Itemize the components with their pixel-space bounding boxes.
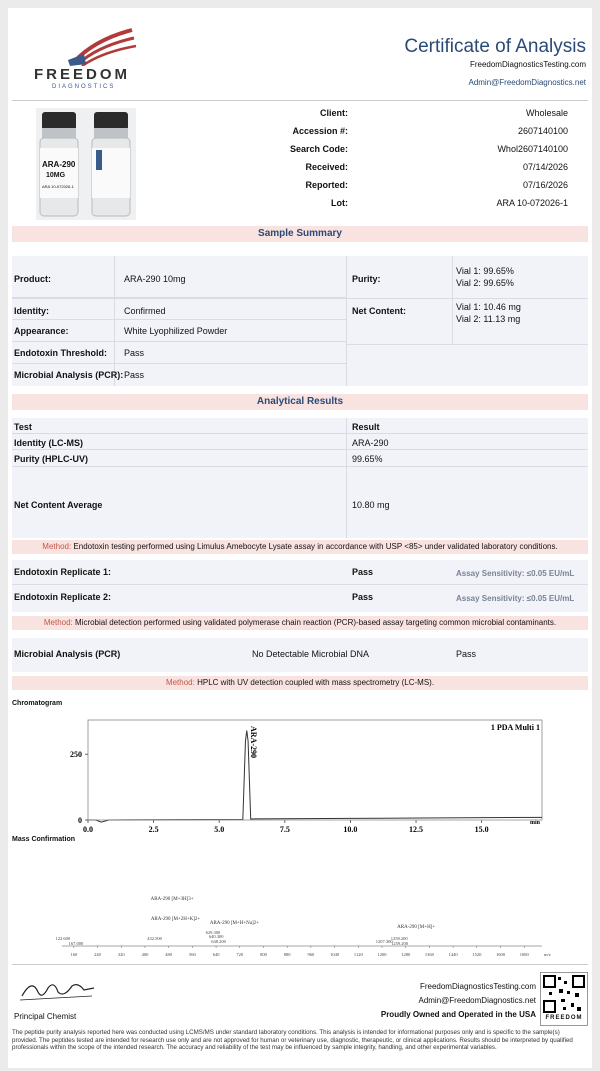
mass-confirmation-title: Mass Confirmation bbox=[12, 836, 76, 843]
appearance-value: White Lyophilized Powder bbox=[124, 326, 228, 336]
accession-row: Accession #: 2607140100 bbox=[292, 126, 568, 136]
analytical-results-table bbox=[12, 418, 588, 538]
col-test-header: Test bbox=[14, 422, 32, 432]
purity-vial-2: Vial 2: 99.65% bbox=[456, 278, 514, 288]
identity-test-result: ARA-290 bbox=[352, 438, 389, 448]
mass-x-tick-label: 240 bbox=[94, 952, 101, 957]
product-label: Product: bbox=[14, 274, 51, 284]
reported-row: Reported: 07/16/2026 bbox=[305, 180, 568, 190]
brand-subtitle: DIAGNOSTICS bbox=[52, 84, 116, 90]
x-tick-label: 2.5 bbox=[148, 825, 159, 834]
mass-x-tick-label: 1440 bbox=[448, 952, 458, 957]
mass-annotation: ARA-290 [M+3H]3+ bbox=[150, 897, 194, 902]
mass-annotation: ARA-290 [M+H+Na]2+ bbox=[209, 921, 260, 926]
purity-vial-1: Vial 1: 99.65% bbox=[456, 266, 514, 276]
mass-peak-label: 629.300 bbox=[205, 930, 221, 935]
x-tick-label: 12.5 bbox=[409, 825, 424, 834]
net-content-label: Net Content: bbox=[352, 306, 406, 316]
endotoxin-replicate-2-label: Endotoxin Replicate 2: bbox=[14, 592, 112, 602]
qr-code-icon bbox=[541, 973, 587, 1015]
identity-test-name: Identity (LC-MS) bbox=[14, 438, 83, 448]
disclaimer: The peptide purity analysis reported here was conducted using LCMS/MS under standard laboratory conditions. This analysis is intended for informational purposes only and is specific to the sample(s) provided. The peptides tested are intended for research use only and are not approved for human or veterinary use, diagnostic, therapeutic, or clinical applications. Results should be interpreted by qualified professionals within the scope of the intended research. The accuracy and reliability of the test may be influenced by sample integrity, handling, and other experimental variables. bbox=[12, 1029, 573, 1052]
col-result-header: Result bbox=[352, 422, 380, 432]
received-row: Received: 07/14/2026 bbox=[305, 162, 568, 172]
hplc-method: Method: HPLC with UV detection coupled with mass spectrometry (LC-MS). bbox=[12, 676, 588, 690]
mass-x-tick-label: 1680 bbox=[519, 952, 529, 957]
mass-x-tick-label: 160 bbox=[70, 952, 78, 957]
mass-x-tick-label: 720 bbox=[236, 952, 244, 957]
mass-x-tick-label: 880 bbox=[283, 952, 291, 957]
client-info bbox=[238, 108, 578, 216]
product-value: ARA-290 10mg bbox=[124, 274, 186, 284]
signature bbox=[18, 974, 98, 1004]
certificate-page bbox=[8, 8, 592, 1068]
vial-label-lot: ARA 10-072026-1 bbox=[42, 184, 74, 189]
chromatogram-frame bbox=[88, 720, 542, 820]
mass-peak-label: 640.300 bbox=[208, 934, 224, 939]
microbial-summary-value: Pass bbox=[124, 370, 145, 380]
mass-peak-label: 1207.300 bbox=[375, 939, 393, 944]
chromatogram-title: Chromatogram bbox=[12, 700, 63, 707]
purity-label: Purity: bbox=[352, 274, 381, 284]
peak-label: ARA-290 bbox=[248, 726, 258, 758]
mass-x-tick-label: 1600 bbox=[496, 952, 506, 957]
endotoxin-replicate-1-label: Endotoxin Replicate 1: bbox=[14, 567, 112, 577]
appearance-label: Appearance: bbox=[14, 326, 69, 336]
mass-x-tick-label: 640 bbox=[212, 952, 220, 957]
mass-x-tick-label: 400 bbox=[141, 952, 149, 957]
footer-website[interactable]: FreedomDiagnosticsTesting.com bbox=[419, 982, 536, 991]
qr-code[interactable] bbox=[540, 972, 588, 1026]
endotoxin-replicate-1-sensitivity: Assay Sensitivity: ≤0.05 EU/mL bbox=[456, 569, 575, 578]
endotoxin-method: Method: Endotoxin testing performed using Limulus Amebocyte Lysate assay in accordance with USP <85> under validated laboratory conditions. bbox=[12, 540, 588, 554]
sample-summary-heading: Sample Summary bbox=[12, 226, 588, 242]
mass-x-tick-label: 1520 bbox=[472, 952, 482, 957]
mass-spectrum-chart bbox=[12, 848, 588, 958]
y-tick-label: 0 bbox=[78, 816, 82, 825]
header-website[interactable]: FreedomDiagnosticsTesting.com bbox=[469, 60, 586, 69]
mass-x-tick-label: 800 bbox=[260, 952, 267, 957]
chart-legend: 1 PDA Multi 1 bbox=[490, 723, 540, 732]
mass-x-tick-label: 1280 bbox=[401, 952, 411, 957]
brand-logo bbox=[34, 26, 144, 90]
signer-title: Principal Chemist bbox=[14, 1012, 77, 1021]
mass-x-unit: m/z bbox=[544, 952, 551, 957]
mass-x-tick-label: 1040 bbox=[330, 952, 340, 957]
mass-peak-label: 1259.200 bbox=[391, 941, 408, 946]
microbial-finding: No Detectable Microbial DNA bbox=[252, 649, 370, 659]
qr-label: FREEDOM bbox=[545, 1015, 583, 1021]
signature-icon bbox=[18, 974, 98, 1004]
x-tick-label: 7.5 bbox=[279, 825, 290, 834]
microbial-label: Microbial Analysis (PCR) bbox=[14, 649, 121, 659]
purity-test-result: 99.65% bbox=[352, 454, 383, 464]
net-content-vial-1: Vial 1: 10.46 mg bbox=[456, 302, 521, 312]
vial-photo bbox=[36, 108, 136, 220]
mass-peak-label: 122.600 bbox=[55, 936, 71, 941]
mass-peak-label: 648.200 bbox=[211, 939, 226, 944]
x-unit-label: min bbox=[529, 820, 540, 826]
endotoxin-replicate-2-sensitivity: Assay Sensitivity: ≤0.05 EU/mL bbox=[456, 594, 575, 603]
vial-label-dose: 10MG bbox=[46, 172, 66, 179]
x-tick-label: 15.0 bbox=[474, 825, 489, 834]
page-title: Certificate of Analysis bbox=[404, 36, 586, 57]
purity-test-name: Purity (HPLC-UV) bbox=[14, 454, 88, 464]
net-content-test-name: Net Content Average bbox=[14, 500, 103, 510]
analytical-results-heading: Analytical Results bbox=[12, 394, 588, 410]
footer-email[interactable]: Admin@FreedomDiagnostics.net bbox=[418, 996, 536, 1005]
mass-x-tick-label: 480 bbox=[165, 952, 173, 957]
mass-peak-label: 432.500 bbox=[147, 936, 162, 941]
microbial-summary-label: Microbial Analysis (PCR): bbox=[14, 370, 124, 380]
endotoxin-replicate-1-result: Pass bbox=[352, 567, 374, 577]
mass-x-tick-label: 1120 bbox=[353, 952, 363, 957]
endotoxin-threshold-value: Pass bbox=[124, 348, 145, 358]
microbial-result: Pass bbox=[456, 649, 477, 659]
brand-name: FREEDOM bbox=[34, 66, 130, 83]
mass-x-tick-label: 960 bbox=[307, 952, 315, 957]
mass-annotation: ARA-290 [M+H]+ bbox=[397, 925, 436, 930]
footer-tagline: Proudly Owned and Operated in the USA bbox=[380, 1010, 536, 1019]
mass-peak-label: 167.000 bbox=[68, 941, 84, 946]
y-tick-label: 250 bbox=[70, 750, 82, 760]
identity-value: Confirmed bbox=[124, 306, 166, 316]
x-tick-label: 0.0 bbox=[83, 825, 93, 834]
search-code-row: Search Code: Whol2607140100 bbox=[289, 144, 568, 154]
identity-label: Identity: bbox=[14, 306, 49, 316]
mass-annotation: ARA-290 [M+2H+K]2+ bbox=[150, 917, 201, 922]
chromatogram-chart bbox=[12, 708, 588, 840]
endotoxin-replicate-2-result: Pass bbox=[352, 592, 374, 602]
chromatogram-trace bbox=[88, 731, 542, 823]
endotoxin-threshold-label: Endotoxin Threshold: bbox=[14, 348, 107, 358]
mass-peak-label: 1258.200 bbox=[390, 936, 408, 941]
mass-x-tick-label: 560 bbox=[188, 952, 196, 957]
net-content-vial-2: Vial 2: 11.13 mg bbox=[456, 314, 521, 324]
vial-label-name: ARA-290 bbox=[42, 160, 76, 169]
mass-x-tick-label: 1200 bbox=[377, 952, 387, 957]
lot-row: Lot: ARA 10-072026-1 bbox=[331, 198, 568, 208]
header-email[interactable]: Admin@FreedomDiagnostics.net bbox=[468, 78, 586, 87]
mass-x-tick-label: 320 bbox=[117, 952, 125, 957]
x-tick-label: 5.0 bbox=[214, 825, 225, 834]
microbial-method: Method: Microbial detection performed using validated polymerase chain reaction (PCR)-based assay targeting common microbial contaminants. bbox=[12, 616, 588, 630]
net-content-test-result: 10.80 mg bbox=[352, 500, 390, 510]
x-tick-label: 10.0 bbox=[343, 825, 358, 834]
mass-x-tick-label: 1360 bbox=[424, 952, 434, 957]
flag-swoosh-icon bbox=[34, 26, 144, 66]
client-row: Client: Wholesale bbox=[320, 108, 568, 118]
